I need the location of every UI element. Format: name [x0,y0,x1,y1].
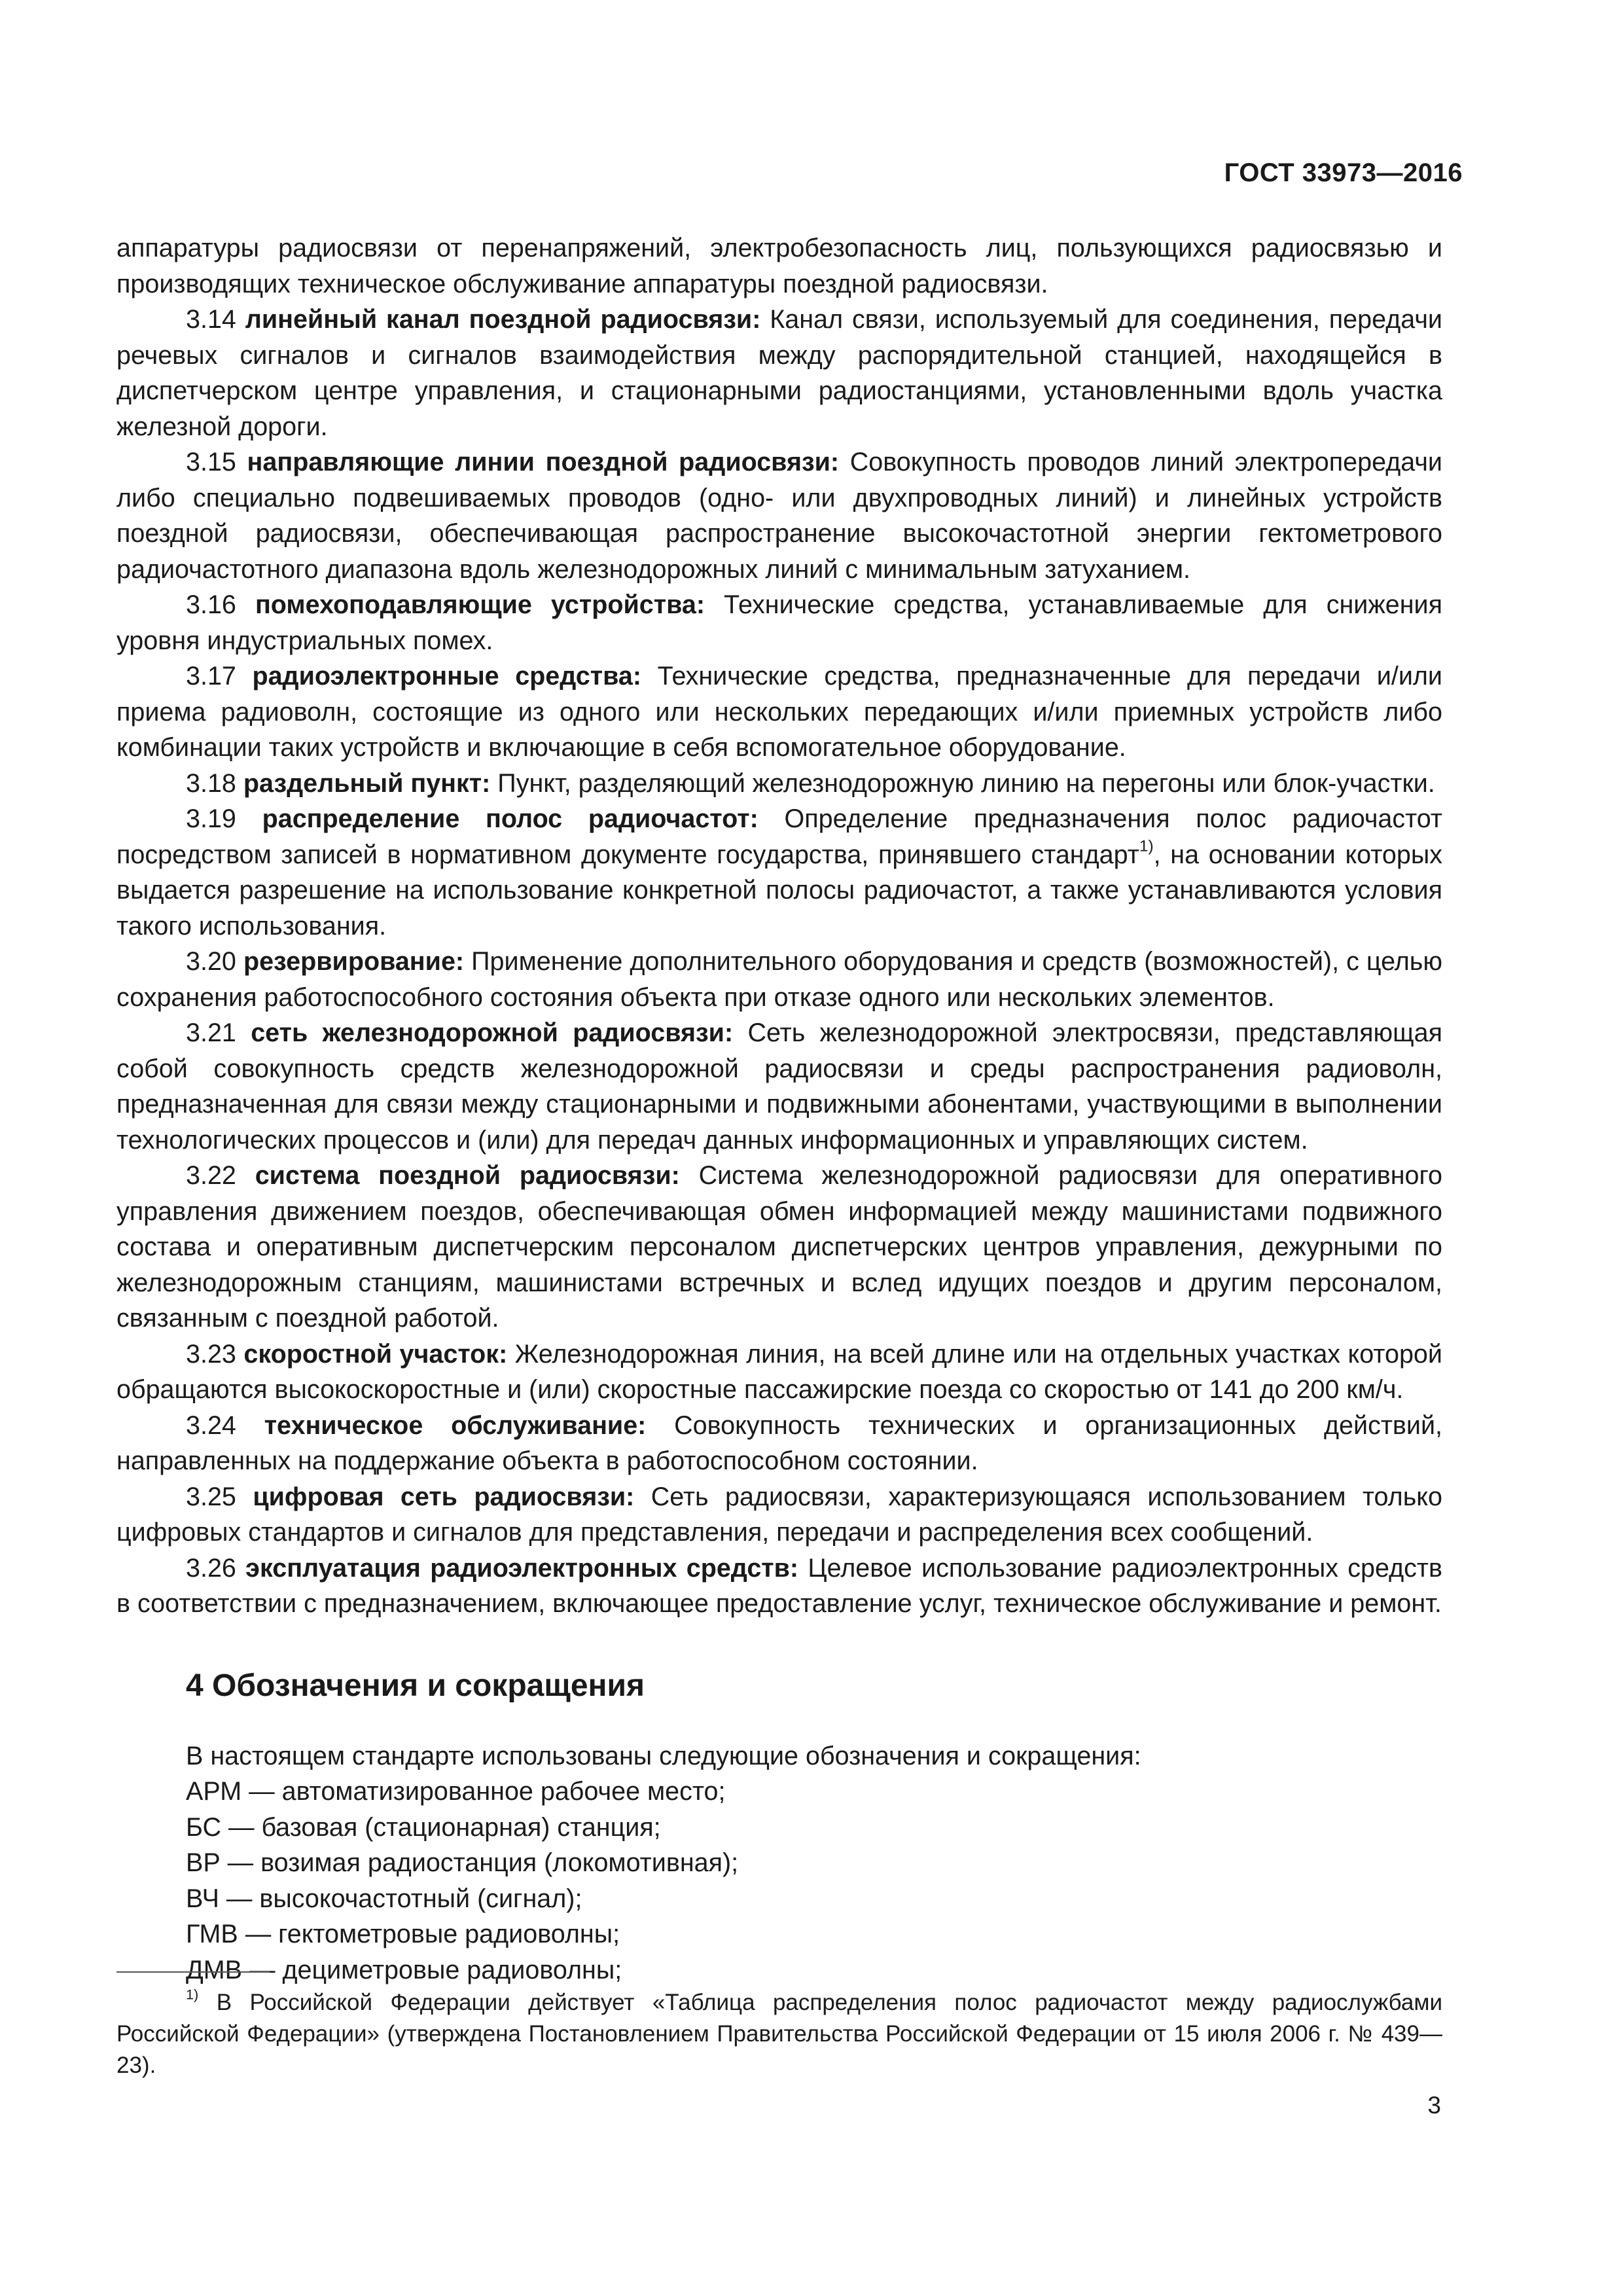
definition-number: 3.14 [186,305,236,334]
definition-number: 3.19 [186,804,236,833]
definition-number: 3.26 [186,1553,236,1583]
footnote-divider [116,1971,270,1973]
definition-term: техническое обслуживание: [264,1410,647,1440]
definition-term: раздельный пункт: [243,768,491,798]
list-item: ВР — возимая радиостанция (локомотивная); [186,1848,739,1877]
definition-3-24 [116,1408,1442,1479]
definition-text: Целевое использование радиоэлектронных средств в соответствии с предназначением, включающее предоставление услуг, техническое обслуживание и ремонт. [116,1553,1442,1618]
definition-3-26 [116,1551,1442,1622]
definition-term: эксплуатация радиоэлектронных средств: [245,1553,799,1583]
definition-3-20 [116,944,1442,1015]
definition-text: Совокупность технических и организационных действий, направленных на поддержание объекта в работоспособном состоянии. [116,1410,1443,1475]
definition-3-16 [116,587,1442,658]
definition-text: Технические средства, устанавливаемые для снижения уровня индустриальных помех. [116,590,1443,655]
definition-text: Железнодорожная линия, на всей длине или на отдельных участках которой обращаются высокоскоростные и (или) скоростные пассажирские поезда со скоростью от 141 до 200 км/ч. [116,1339,1442,1404]
footnote [116,1987,1442,2081]
definition-term: система поездной радиосвязи: [255,1161,680,1190]
definition-number: 3.23 [186,1339,236,1369]
definition-term: скоростной участок: [243,1339,508,1369]
footnote-text: В Российской Федерации действует «Таблица распределения полос радиочастот между радиослужбами Российской Федерации» (утверждена Постановлением Правительства Российской Федерации от 15 июля 2006 г. № 439—23). [116,1990,1442,2078]
definition-text: Технические средства, предназначенные для передачи и/или приема радиоволн, состоящие из одного или нескольких передающих и/или приемных устройств либо комбинации таких устройств и включающие в себя вспомогательное оборудование. [116,662,1442,762]
list-item: ВЧ — высокочастотный (сигнал); [186,1884,582,1913]
definition-text: Определение предназначения полос радиочастот посредством записей в нормативном документе государства, принявшего стандарт [116,804,1442,869]
definition-term: радиоэлектронные средства: [252,662,642,691]
definition-term: распределение полос радиочастот: [262,804,758,833]
definition-text: Система железнодорожной радиосвязи для оперативного управления движением поездов, обеспечивающая обмен информацией между машинистами подвижного состава и оперативным диспетчерским персоналом диспетчерских центров управления, дежурными по железнодорожным станциям, машинистами встречных и вслед идущих поездов и другим персоналом, связанным с поездной работой. [116,1161,1443,1333]
definition-term: сеть железнодорожной радиосвязи: [251,1018,734,1047]
footnote-marker: 1) [186,1986,199,2003]
list-item: БС — базовая (стационарная) станция; [186,1812,661,1842]
definition-text: Совокупность проводов линий электропередачи либо специально подвешиваемых проводов (одно- или двухпроводных линий) и линейных устройств поездной радиосвязи, обеспечивающая распространение высокочастотной энергии гектометрового радиочастотного диапазона вдоль железнодорожных линий с минимальным затуханием. [116,448,1442,584]
definition-number: 3.18 [186,768,236,798]
definition-3-25 [116,1479,1442,1551]
definition-text: Сеть радиосвязи, характеризующаяся использованием только цифровых стандартов и сигналов для представления, передачи и распределения всех сообщений. [116,1482,1442,1547]
definition-number: 3.15 [186,448,236,476]
intro-paragraph: аппаратуры радиосвязи от перенапряжений, электробезопасность лиц, пользующихся радиосвязью и производящих техническое обслуживание аппаратуры поездной радиосвязи. [116,234,1442,298]
list-item: ГМВ — гектометровые радиоволны; [186,1920,620,1948]
definition-number: 3.17 [186,662,236,691]
list-intro: В настоящем стандарте использованы следующие обозначения и сокращения: [186,1741,1141,1770]
page-number: 3 [1427,2092,1441,2119]
document-header: ГОСТ 33973—2016 [1224,158,1463,187]
definition-number: 3.25 [186,1482,236,1511]
definition-term: резервирование: [243,947,465,976]
definition-number: 3.22 [186,1161,236,1190]
list-item: АРМ — автоматизированное рабочее место; [186,1777,726,1806]
definition-text-continued: , на основании которых выдается разрешение на использование конкретной полосы радиочастот, а также устанавливаются условия такого использования. [116,840,1443,941]
definition-3-15 [116,444,1442,587]
definition-3-14 [116,302,1442,444]
definition-3-21 [116,1015,1442,1158]
section-heading: 4 Обозначения и сокращения [186,1668,645,1703]
document-body [116,230,1442,1988]
definition-number: 3.16 [186,590,236,619]
definition-number: 3.21 [186,1018,236,1047]
definition-number: 3.24 [186,1410,236,1440]
definition-3-19 [116,801,1442,944]
definition-3-23 [116,1336,1442,1408]
definition-term: линейный канал поездной радиосвязи: [245,305,761,334]
definition-text: Канал связи, используемый для соединения, передачи речевых сигналов и сигналов взаимодействия между распорядительной станцией, находящейся в диспетчерском центре управления, и стационарными радиостанциями, установленными вдоль участка железной дороги. [116,305,1442,441]
definition-3-18 [116,766,1442,802]
definition-term: помехоподавляющие устройства: [255,590,705,619]
definition-term: цифровая сеть радиосвязи: [253,1482,635,1511]
footnote-reference: 1) [1139,837,1154,855]
definition-3-17 [116,658,1442,766]
definition-text: Пункт, разделяющий железнодорожную линию на перегоны или блок-участки. [497,768,1435,798]
definition-3-22 [116,1158,1442,1336]
definition-text: Сеть железнодорожной электросвязи, представляющая собой совокупность средств железнодорожной радиосвязи и среды распространения радиоволн, предназначенная для связи между стационарными и подвижными абонентами, участвующими в выполнении технологических процессов и (или) для передач данных информационных и управляющих систем. [116,1018,1443,1155]
definition-text: Применение дополнительного оборудования и средств (возможностей), с целью сохранения работоспособного состояния объекта при отказе одного или нескольких элементов. [116,947,1442,1012]
abbreviations-list [116,1738,1442,1988]
definition-term: направляющие линии поездной радиосвязи: [247,448,840,476]
list-item: ДМВ — дециметровые радиоволны; [186,1955,622,1984]
definition-number: 3.20 [186,947,236,976]
